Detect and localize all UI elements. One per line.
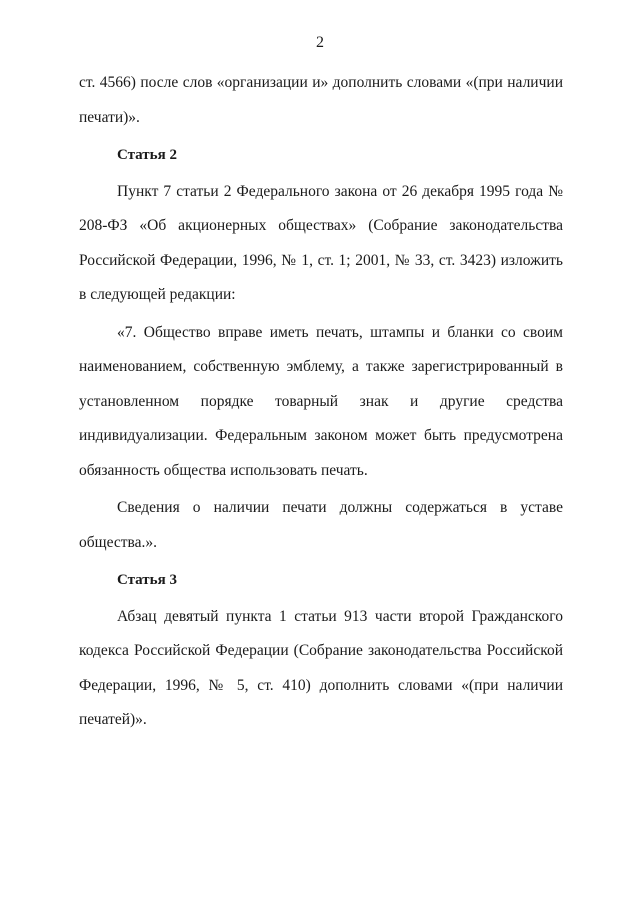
article-2-heading: Статья 2 — [117, 147, 177, 163]
article-3-heading: Статья 3 — [117, 572, 177, 588]
article-3-paragraph: Абзац девятый пункта 1 статьи 913 части второй Гражданского кодекса Российской Федерации (Собрание законодательства Российской Федерации, 1996, № 5, ст. 410) дополнить словами «(при наличии печатей)». — [79, 607, 563, 728]
article-2-quoted-paragraph: «7. Общество вправе иметь печать, штампы и бланки со своим наименованием, собственную эмблему, а также зарегистрированный в установленном порядке товарный знак и другие средства индивидуализации. Федеральным законом может быть предусмотрена обязанность общества использовать печать. — [79, 323, 563, 479]
article-2-quoted-paragraph-2: Сведения о наличии печати должны содержаться в уставе общества.». — [79, 499, 563, 551]
paragraph-continuation: ст. 4566) после слов «организации и» дополнить словами «(при наличии печати)». — [79, 74, 563, 126]
article-2-paragraph: Пункт 7 статьи 2 Федерального закона от 26 декабря 1995 года № 208-ФЗ «Об акционерных обществах» (Собрание законодательства Российской Федерации, 1996, № 1, ст. 1; 2001, № 33, ст. 3423) изложить в следующей редакции: — [79, 182, 563, 303]
document-body — [79, 66, 563, 738]
page-number: 2 — [316, 34, 324, 51]
